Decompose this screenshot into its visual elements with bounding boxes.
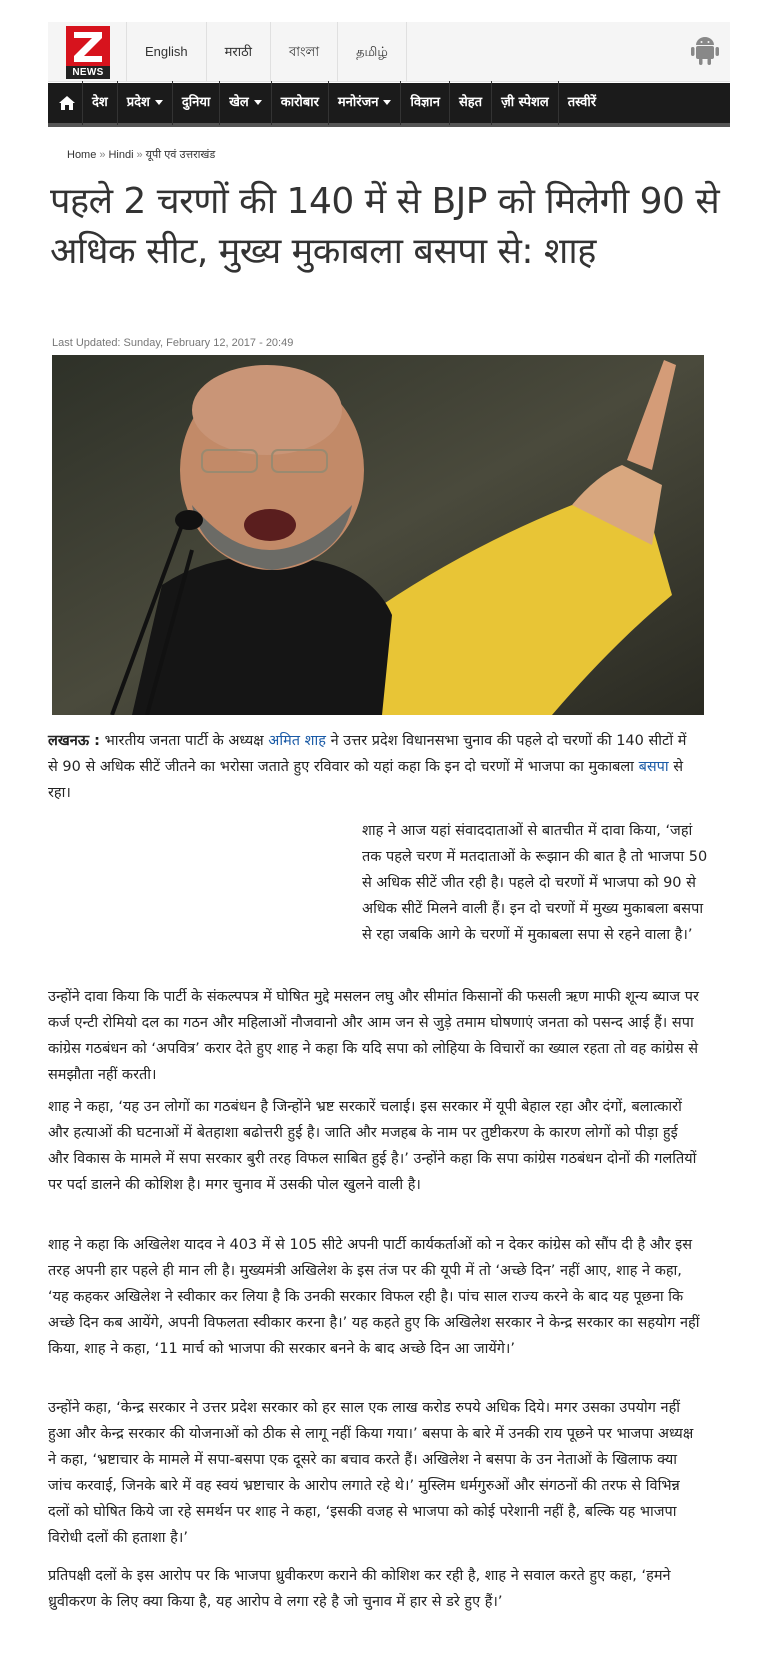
nav-item-duniya[interactable] <box>172 81 219 125</box>
nav-item-pradesh[interactable] <box>117 81 172 125</box>
breadcrumb-hindi[interactable]: Hindi <box>108 149 134 161</box>
nav-item-tasveeren[interactable] <box>558 81 605 125</box>
lang-bangla[interactable]: বাংলা <box>270 22 337 82</box>
pull-quote: शाह ने आज यहां संवाददाताओं से बातचीत में दावा किया, ‘जहां तक पहले चरण में मतदाताओं के रूझान की बात है तो भाजपा 50 से अधिक सीटें जीत रही है। पहले दो चरणों में भाजपा को 90 से अधिक सीटें मिलने वाली हैं। इन दो चरणों में मुख्य मुकाबला बसपा से रहा जबकि आगे के चरणों में मुकाबला सपा से रहने वाला है।’ <box>362 823 708 943</box>
nav-label: खेल <box>229 95 249 110</box>
main-nav <box>48 83 730 127</box>
home-icon <box>58 95 76 111</box>
nav-item-sehat[interactable] <box>449 81 491 125</box>
nav-label: दुनिया <box>181 95 211 110</box>
last-updated: Last Updated: Sunday, February 12, 2017 - 20:49 <box>52 337 294 349</box>
article-paragraph-3: शाह ने कहा, ‘यह उन लोगों का गठबंधन है जिन्होंने भ्रष्ट सरकारें चलाई। इस सरकार में यूपी बेहाल रहा और दंगों, बलात्कारों और हत्याओं की घटनाओं में बेतहाशा बढोत्तरी हुई है। जाति और मजहब के नाम पर तुष्टीकरण के कारण लोगों को पीड़ा हुई और विकास के मामले में सपा सरकार बुरी तरह विफल साबित हुई है।’ उन्होंने कहा कि सपा कांग्रेस गठबंधन दोनों की गलतियों पर पर्दा डालने की कोशिश है। मगर चुनाव में उसकी पोल खुलने वाली है। <box>48 1099 697 1193</box>
nav-label: विज्ञान <box>410 95 440 110</box>
dateline-location: लखनऊ : <box>48 733 100 749</box>
nav-item-zee-special[interactable] <box>491 81 558 125</box>
paragraph-text: से रहा। <box>48 759 684 801</box>
link-amit-shah[interactable]: अमित शाह <box>268 733 326 749</box>
article-paragraph-1 <box>48 728 700 806</box>
nav-label: देश <box>92 95 108 110</box>
nav-label: प्रदेश <box>126 95 150 110</box>
nav-label: सेहत <box>458 95 483 110</box>
nav-item-manoranjan[interactable] <box>328 81 401 125</box>
breadcrumb <box>67 147 215 162</box>
nav-item-vigyan[interactable] <box>400 81 449 125</box>
article-hero-image <box>52 355 704 715</box>
breadcrumb-separator: » <box>99 149 106 161</box>
paragraph-text: ने उत्तर प्रदेश विधानसभा चुनाव की पहले दो चरणों की 140 सीटों में से 90 से अधिक सीटें जीतने का भरोसा जताते हुए रविवार को यहां कहा कि इन दो चरणों में भाजपा का मुकाबला <box>48 733 687 775</box>
article-paragraph-6: प्रतिपक्षी दलों के इस आरोप पर कि भाजपा ध्रुवीकरण कराने की कोशिश कर रही है, शाह ने सवाल करते हुए कहा, ‘हमने ध्रुवीकरण के लिए क्या किया है, यह आरोप वे लगा रहे है जो चुनाव में हार से डरे हुए हैं।’ <box>48 1568 671 1610</box>
nav-item-karobar[interactable] <box>271 81 328 125</box>
link-bsp[interactable]: बसपा <box>638 759 669 775</box>
lang-english[interactable]: English <box>126 22 206 82</box>
nav-home[interactable] <box>52 81 82 125</box>
chevron-down-icon <box>383 100 391 105</box>
nav-item-desh[interactable] <box>82 81 117 125</box>
zee-news-logo[interactable] <box>66 26 110 80</box>
chevron-down-icon <box>254 100 262 105</box>
paragraph-text: भारतीय जनता पार्टी के अध्यक्ष <box>99 733 269 749</box>
breadcrumb-section[interactable]: यूपी एवं उत्तराखंड <box>145 149 216 161</box>
nav-label: ज़ी स्पेशल <box>501 95 549 110</box>
nav-label: मनोरंजन <box>337 95 379 110</box>
nav-label: तस्वीरें <box>567 95 597 110</box>
page-title: पहले 2 चरणों की 140 में से BJP को मिलेगी 90 से अधिक सीट, मुख्य मुकाबला बसपा से: शाह <box>50 181 720 272</box>
nav-item-khel[interactable] <box>219 81 270 125</box>
breadcrumb-home[interactable]: Home <box>67 149 97 161</box>
article-paragraph-5: उन्होंने कहा, ‘केन्द्र सरकार ने उत्तर प्रदेश सरकार को हर साल एक लाख करोड रुपये अधिक दिये। मगर उसका उपयोग नहीं हुआ और केन्द्र सरकार की योजनाओं को ठीक से लागू नहीं किया गया।’ बसपा के बारे में उनकी राय पूछने पर भाजपा अध्यक्ष ने कहा, ‘भ्रष्टाचार के मामले में सपा-बसपा एक दूसरे का बचाव करते हैं। अखिलेश ने बसपा के उन नेताओं के खिलाफ क्या जांच करवाई, जिनके बारे में वह स्वयं भ्रष्टाचार के आरोप लगाते रहे थे।’ मुस्लिम धर्मगुरुओं और संगठनों की तरफ से विभिन्न दलों को घोषित किये जा रहे समर्थन पर शाह ने कहा, ‘इसकी वजह से भाजपा को कोई परेशानी नहीं है, बल्कि यह भाजपा विरोधी दलों की हताशा है।’ <box>48 1400 694 1546</box>
article-paragraph-4: शाह ने कहा कि अखिलेश यादव ने 403 में से 105 सीटे अपनी पार्टी कार्यकर्ताओं को न देकर कांग्रेस को सौंप दी है और इस तरह अपनी हार पहले ही मान ली है। मुख्यमंत्री अखिलेश के इस तंज पर की यूपी में तो ‘अच्छे दिन’ नहीं आए, शाह ने कहा, ‘यह कहकर अखिलेश ने स्वीकार कर लिया है कि उनकी सरकार विफल रही है। पांच साल राज्य करने के बाद यह पूछना कि अच्छे दिन कब आयेंगे, अपनी विफलता स्वीकार करना है।’ यह कहते हुए कि अखिलेश सरकार ने केन्द्र सरकार का सहयोग नहीं किया, शाह ने कहा, ‘11 मार्च को भाजपा की सरकार बनने के बाद अच्छे दिन आ जायेंगे।’ <box>48 1237 700 1357</box>
nav-label: कारोबार <box>280 95 319 110</box>
logo-news-text: NEWS <box>66 66 110 79</box>
breadcrumb-separator: » <box>136 149 143 161</box>
speaker-photo <box>52 355 704 715</box>
chevron-down-icon <box>155 100 163 105</box>
language-list <box>126 22 407 82</box>
android-icon[interactable] <box>690 36 720 68</box>
logo-z-mark <box>66 26 110 66</box>
article-paragraph-2: उन्होंने दावा किया कि पार्टी के संकल्पपत्र में घोषित मुद्दे मसलन लघु और सीमांत किसानों की फसली ऋण माफी शून्य ब्याज पर कर्ज एन्टी रोमियो दल का गठन और महिलाओं नौजवानो और आम जन से जुड़े तमाम घोषणाएं जनता को पसन्द आई हैं। सपा कांग्रेस गठबंधन को ‘अपवित्र’ करार देते हुए शाह ने कहा कि यदि सपा को लोहिया के विचारों का ख्याल रहता तो वह कांग्रेस से समझौता नहीं करती। <box>48 989 699 1083</box>
lang-tamil[interactable]: தமிழ் <box>337 22 407 82</box>
lang-marathi[interactable]: मराठी <box>206 22 270 82</box>
top-language-bar <box>48 22 730 82</box>
